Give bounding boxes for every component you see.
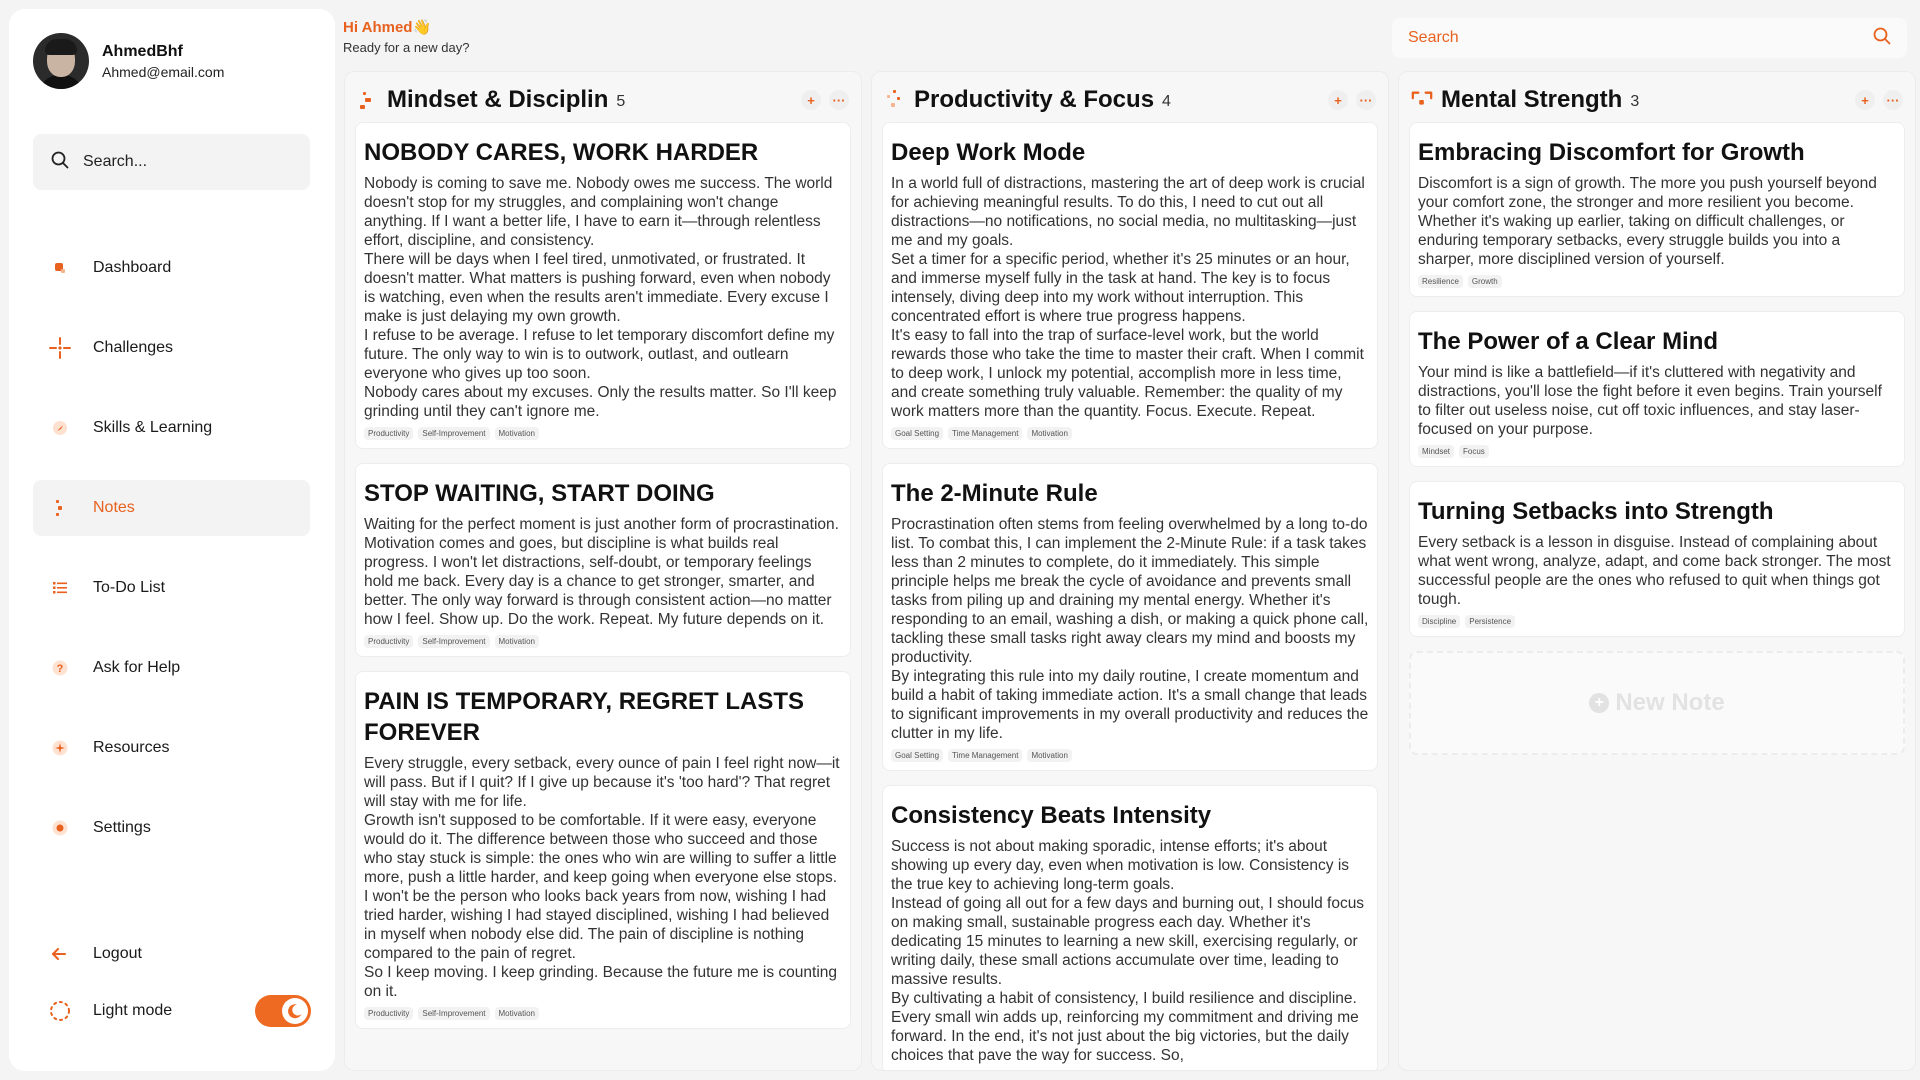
- column-header: [357, 80, 849, 120]
- resources-icon: [49, 737, 71, 759]
- note-card[interactable]: [355, 463, 851, 657]
- note-title: Deep Work Mode: [891, 139, 1086, 166]
- new-note-label: New Note: [1615, 689, 1725, 716]
- user-profile[interactable]: [33, 33, 224, 89]
- sidebar-item-notes[interactable]: [33, 480, 310, 536]
- column-title: Productivity & Focus: [914, 86, 1155, 113]
- note-card[interactable]: [882, 463, 1378, 771]
- note-tag[interactable]: Motivation: [495, 1007, 539, 1020]
- note-card[interactable]: [1409, 481, 1905, 637]
- sidebar-item-label: Notes: [93, 499, 135, 516]
- sidebar-item-ask-for-help[interactable]: [33, 640, 310, 696]
- logout-icon: [49, 943, 71, 965]
- sidebar-item-label: Resources: [93, 739, 170, 756]
- settings-icon: [49, 817, 71, 839]
- sidebar-item-label: Settings: [93, 819, 151, 836]
- header-search-placeholder: Search: [1408, 29, 1459, 46]
- note-tag[interactable]: Motivation: [1027, 427, 1071, 440]
- note-card[interactable]: [355, 671, 851, 1029]
- plus-icon: +: [1589, 693, 1609, 713]
- search-icon[interactable]: [1873, 27, 1891, 50]
- avatar: [33, 33, 89, 89]
- column-header: [1411, 80, 1903, 120]
- note-tag[interactable]: Productivity: [364, 427, 413, 440]
- notes-icon: [49, 497, 71, 519]
- sidebar-item-label: Challenges: [93, 339, 174, 356]
- column-icon: [1411, 89, 1433, 111]
- column-icon: [357, 89, 379, 111]
- sidebar-search-input[interactable]: [33, 134, 310, 190]
- add-note-button[interactable]: +: [1328, 90, 1348, 110]
- note-title: The 2-Minute Rule: [891, 480, 1098, 507]
- note-tag[interactable]: Goal Setting: [891, 749, 943, 762]
- user-email: Ahmed@email.com: [102, 63, 225, 80]
- logout-label: Logout: [93, 945, 142, 962]
- note-tag[interactable]: Goal Setting: [891, 427, 943, 440]
- note-title: PAIN IS TEMPORARY, REGRET LASTS FOREVER: [364, 688, 805, 746]
- column-icon: [884, 89, 906, 111]
- rocket-icon: [49, 417, 71, 439]
- sidebar-item-label: Skills & Learning: [93, 419, 213, 436]
- sidebar-item-skills-learning[interactable]: [33, 400, 310, 456]
- help-icon: [49, 657, 71, 679]
- sidebar: [9, 9, 335, 1071]
- user-name: AhmedBhf: [102, 42, 183, 60]
- more-options-button[interactable]: ···: [829, 90, 849, 110]
- greeting: [343, 18, 469, 55]
- note-card[interactable]: [882, 785, 1378, 1071]
- note-tag[interactable]: Productivity: [364, 1007, 413, 1020]
- note-tag[interactable]: Motivation: [495, 635, 539, 648]
- sidebar-item-label: Dashboard: [93, 259, 172, 276]
- note-tag[interactable]: Self-Improvement: [418, 427, 489, 440]
- theme-label: Light mode: [93, 1002, 173, 1019]
- note-tag[interactable]: Persistence: [1465, 615, 1515, 628]
- note-tag[interactable]: Motivation: [495, 427, 539, 440]
- note-body: Every struggle, every setback, every ounce of pain I feel right now—it will pass. But if I quit? If I give up because it's 'too hard'? That regret will stay with me for life. Growth isn't supposed to be comfortable. If it were easy, everyone would do it. The difference between those who succeed and those who stay stuck is simple: the ones who win are willing to suffer a little more, push a little harder, and keep going when everyone else stops. I won't be the person who looks back years from now, wishing I had tried harder, wishing I had stayed disciplined, wishing I had believed in myself when nobody else did. The pain of discipline is nothing compared to the pain of regret. So I keep moving. I keep grinding. Because the future me is counting on it.: [364, 755, 840, 1000]
- note-tag[interactable]: Motivation: [1027, 749, 1071, 762]
- notes-column-productivity: [871, 71, 1389, 1071]
- note-tag[interactable]: Mindset: [1418, 445, 1454, 458]
- theme-toggle[interactable]: [255, 995, 311, 1027]
- column-header: [884, 80, 1376, 120]
- svg-text:?: ?: [56, 663, 64, 675]
- column-count: 3: [1630, 93, 1640, 110]
- note-tag[interactable]: Productivity: [364, 635, 413, 648]
- note-title: Turning Setbacks into Strength: [1418, 498, 1774, 525]
- sidebar-item-label: To-Do List: [93, 579, 166, 596]
- note-tag[interactable]: Time Management: [948, 427, 1022, 440]
- note-tag[interactable]: Time Management: [948, 749, 1022, 762]
- column-title: Mental Strength: [1441, 86, 1623, 113]
- greeting-subtitle: Ready for a new day?: [343, 40, 470, 55]
- sidebar-item-challenges[interactable]: [33, 320, 310, 376]
- add-note-button[interactable]: +: [1855, 90, 1875, 110]
- note-tag[interactable]: Discipline: [1418, 615, 1460, 628]
- note-tag[interactable]: Resilience: [1418, 275, 1463, 288]
- more-options-button[interactable]: ···: [1883, 90, 1903, 110]
- note-title: Consistency Beats Intensity: [891, 802, 1212, 829]
- list-icon: [49, 577, 71, 599]
- note-body: Waiting for the perfect moment is just another form of procrastination. Motivation comes and goes, but discipline is what builds real progress. I won't let distractions, self-doubt, or temporary feelings hold me back. Every day is a chance to get stronger, smarter, and better. The only way forward is through consistent action—no matter how I feel. Show up. Do the work. Repeat. My future depends on it.: [364, 516, 839, 628]
- note-body: Nobody is coming to save me. Nobody owes me success. The world doesn't stop for my struggles, and complaining won't change anything. If I want a better life, I have to earn it—through relentless effort, discipline, and consistency. There will be days when I feel tired, unmotivated, or frustrated. It doesn't matter. What matters is pushing forward, even when nobody is watching, even when the results aren't immediate. Every excuse I make is just delaying my own growth. I refuse to be average. I refuse to let temporary discomfort define my future. The only way to win is to outwork, outlast, and outlearn everyone who gives up too soon. Nobody cares about my excuses. Only the results matter. So I'll keep grinding until they can't ignore me.: [364, 175, 837, 420]
- sun-icon: [49, 1000, 71, 1022]
- search-icon: [51, 151, 69, 174]
- column-count: 4: [1162, 93, 1171, 110]
- sidebar-item-resources[interactable]: [33, 720, 310, 776]
- note-card[interactable]: [1409, 311, 1905, 467]
- notes-column-mindset: [344, 71, 862, 1071]
- note-card[interactable]: [882, 122, 1378, 449]
- note-title: NOBODY CARES, WORK HARDER: [364, 139, 759, 166]
- note-body: In a world full of distractions, mastering the art of deep work is crucial for achieving meaningful results. To do this, I need to cut out all distractions—no notifications, no social media, no multitasking—just me and my goals. Set a timer for a specific period, whether it's 25 minutes or an hour, and immerse myself fully in the task at hand. The key is to focus intensely, diving deep into my work without interruption. This concentrated effort is where true progress happens. It's easy to fall into the trap of surface-level work, but the world rewards those who take the time to master their craft. When I commit to deep work, I unlock my potential, accomplish more in less time, and create something truly valuable. Remember: the quality of my work matters more than the quantity. Focus. Execute. Repeat.: [891, 175, 1365, 420]
- note-body: Discomfort is a sign of growth. The more you push yourself beyond your comfort zone, the stronger and more resilient you become. Whether it's waking up earlier, taking on difficult challenges, or enduring temporary setbacks, every struggle builds you into a sharper, more disciplined version of yourself.: [1418, 175, 1877, 268]
- new-note-button[interactable]: [1409, 651, 1905, 755]
- note-title: Embracing Discomfort for Growth: [1418, 139, 1805, 166]
- note-title: The Power of a Clear Mind: [1418, 328, 1719, 355]
- logout-button[interactable]: [33, 926, 310, 982]
- note-body: Procrastination often stems from feeling overwhelmed by a long to-do list. To combat this, I can implement the 2-Minute Rule: if a task takes less than 2 minutes to complete, do it immediately. This simple principle helps me break the cycle of avoidance and prevents small tasks from piling up and draining my mental energy. Whether it's responding to an email, washing a dish, or making a quick phone call, tackling these small tasks right away clears my mind and boosts my productivity. By integrating this rule into my daily routine, I create momentum and build a habit of taking immediate action. It's a small change that leads to significant improvements in my overall productivity and reduces the clutter in my life.: [891, 516, 1369, 742]
- note-tag[interactable]: Self-Improvement: [418, 1007, 489, 1020]
- note-tag[interactable]: Growth: [1468, 275, 1502, 288]
- note-tag[interactable]: Focus: [1459, 445, 1489, 458]
- add-note-button[interactable]: +: [801, 90, 821, 110]
- note-card[interactable]: [355, 122, 851, 449]
- column-title: Mindset & Disciplin: [387, 86, 609, 113]
- note-tag[interactable]: Self-Improvement: [418, 635, 489, 648]
- sidebar-item-todo-list[interactable]: [33, 560, 310, 616]
- note-body: Your mind is like a battlefield—if it's cluttered with negativity and distractions, you'll lose the fight before it even begins. Train yourself to filter out useless noise, cut off toxic influences, and stay laser-focused on your purpose.: [1418, 364, 1882, 438]
- column-count: 5: [616, 93, 626, 110]
- target-icon: [49, 337, 71, 359]
- theme-row: [33, 983, 243, 1039]
- note-body: Every setback is a lesson in disguise. Instead of complaining about what went wrong, analyze, adapt, and come back stronger. The most successful people are the ones who refused to quit when things got tough.: [1418, 534, 1891, 608]
- sidebar-search-placeholder: Search...: [83, 153, 148, 170]
- dashboard-icon: [49, 257, 71, 279]
- note-body: Success is not about making sporadic, intense efforts; it's about showing up every day, even when motivation is low. Consistency is the true key to achieving long-term goals. Instead of going all out for a few days and burning out, I should focus on making small, sustainable progress each day. Whether it's dedicating 15 minutes to learning a new skill, exercising regularly, or writing daily, these small actions accumulate over time, leading to massive results. By cultivating a habit of consistency, I build resilience and discipline. Every small win adds up, reinforcing my commitment and driving me forward. In the end, it's not just about the big victories, but the daily choices that pave the way for success. So,: [891, 838, 1365, 1064]
- sidebar-item-label: Ask for Help: [93, 659, 181, 676]
- moon-icon: [282, 998, 308, 1024]
- more-options-button[interactable]: ···: [1356, 90, 1376, 110]
- notes-column-mental-strength: [1398, 71, 1916, 1071]
- sidebar-item-dashboard[interactable]: [33, 240, 310, 296]
- sidebar-item-settings[interactable]: [33, 800, 310, 856]
- note-card[interactable]: [1409, 122, 1905, 297]
- greeting-title: Hi Ahmed👋: [343, 19, 432, 36]
- header-search-input[interactable]: [1392, 18, 1907, 58]
- note-title: STOP WAITING, START DOING: [364, 480, 715, 507]
